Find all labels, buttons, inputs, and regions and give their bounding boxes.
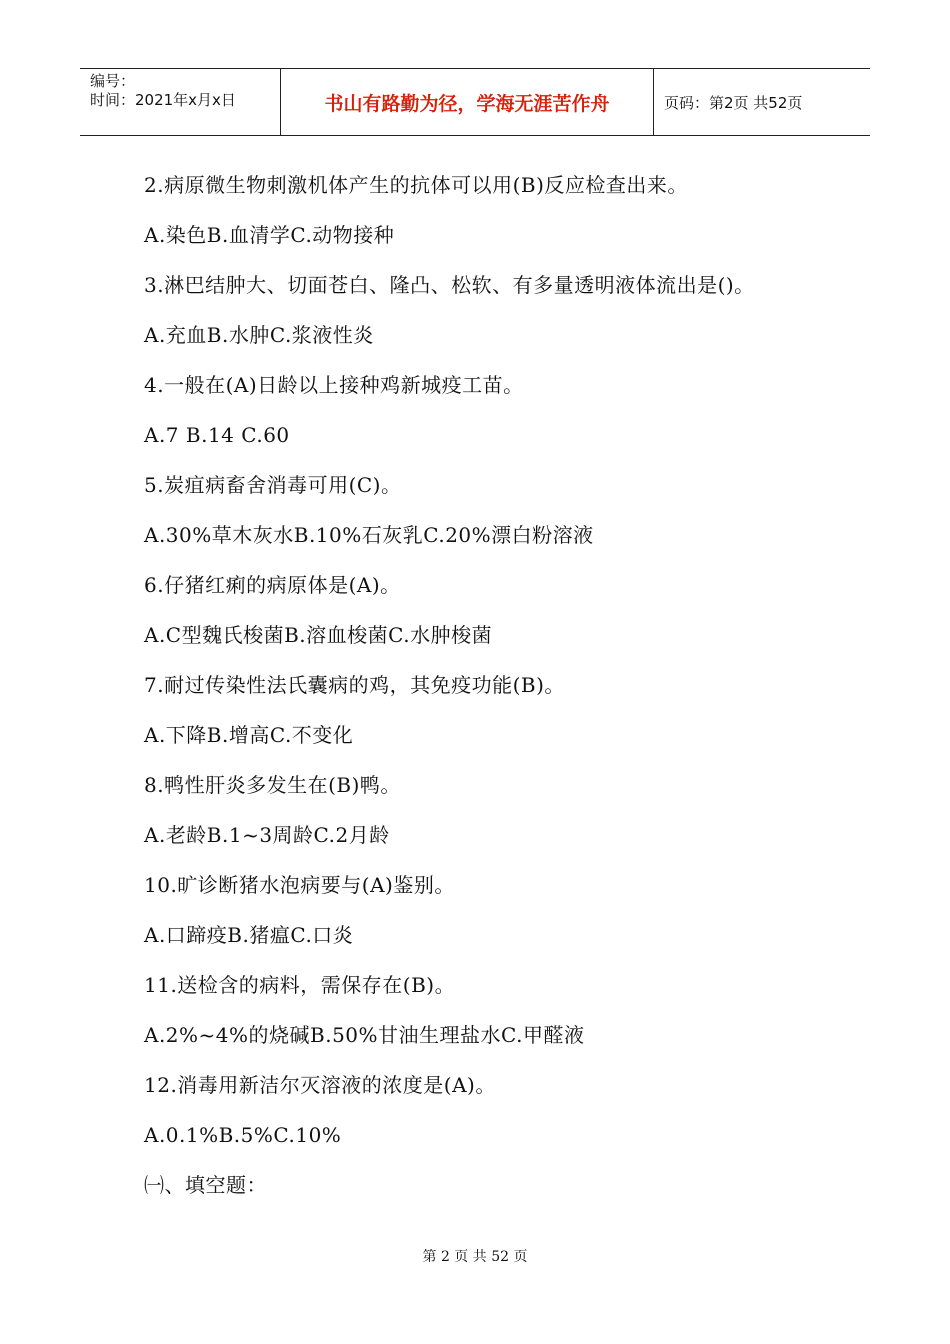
header-page-info: 页码：第2页 共52页	[664, 93, 803, 112]
header-meta	[80, 69, 281, 135]
question-12: 12.消毒用新洁尔灭溶液的浓度是(A)。	[144, 1073, 496, 1097]
options-10: A.口蹄疫B.猪瘟C.口炎	[144, 923, 354, 947]
options-4: A.7 B.14 C.60	[144, 423, 290, 447]
options-12: A.0.1%B.5%C.10%	[144, 1123, 342, 1147]
options-3: A.充血B.水肿C.浆液性炎	[144, 323, 374, 347]
document-date: 时间：2021年x月x日	[90, 91, 236, 109]
page-footer: 第 2 页 共 52 页	[422, 1249, 528, 1265]
options-8: A.老龄B.1~3周龄C.2月龄	[144, 823, 390, 847]
section-heading: ㈠、填空题：	[144, 1173, 267, 1197]
question-2: 2.病原微生物刺激机体产生的抗体可以用(B)反应检查出来。	[144, 173, 688, 197]
question-7: 7.耐过传染性法氏囊病的鸡，其免疫功能(B)。	[144, 673, 565, 697]
document-number: 编号：	[90, 72, 136, 90]
document-body	[144, 166, 844, 1216]
options-6: A.C型魏氏梭菌B.溶血梭菌C.水肿梭菌	[144, 623, 493, 647]
page-header	[80, 68, 870, 136]
question-3: 3.淋巴结肿大、切面苍白、隆凸、松软、有多量透明液体流出是()。	[144, 273, 755, 297]
question-4: 4.一般在(A)日龄以上接种鸡新城疫工苗。	[144, 373, 524, 397]
header-motto: 书山有路勤为径，学海无涯苦作舟	[281, 69, 654, 135]
options-7: A.下降B.增高C.不变化	[144, 723, 354, 747]
options-11: A.2%~4%的烧碱B.50%甘油生理盐水C.甲醛液	[144, 1023, 585, 1047]
question-10: 10.旷诊断猪水泡病要与(A)鉴别。	[144, 873, 455, 897]
question-8: 8.鸭性肝炎多发生在(B)鸭。	[144, 773, 401, 797]
question-5: 5.炭疽病畜舍消毒可用(C)。	[144, 473, 402, 497]
options-2: A.染色B.血清学C.动物接种	[144, 223, 395, 247]
options-5: A.30%草木灰水B.10%石灰乳C.20%漂白粉溶液	[144, 523, 594, 547]
question-6: 6.仔猪红痢的病原体是(A)。	[144, 573, 401, 597]
question-11: 11.送检含的病料，需保存在(B)。	[144, 973, 456, 997]
